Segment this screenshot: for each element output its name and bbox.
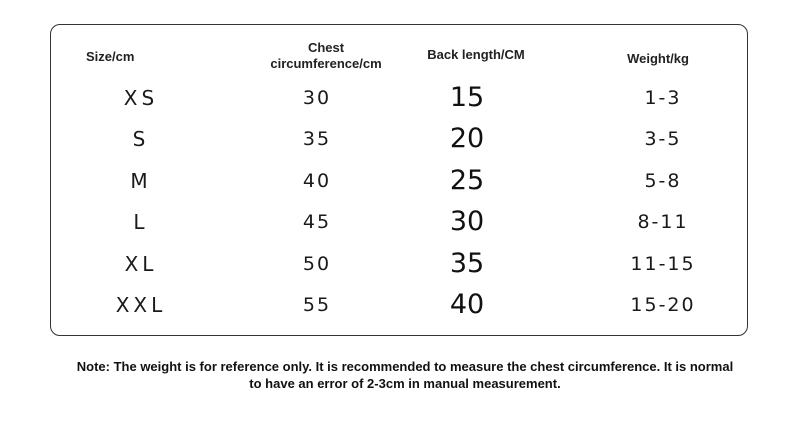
chest-cell: 50: [302, 253, 332, 275]
size-cell: XXL: [115, 293, 167, 317]
chest-cell: 35: [302, 128, 332, 150]
header-chest-line2: circumference/cm: [270, 56, 382, 71]
weight-cell: 15-20: [630, 294, 696, 316]
note-line-2: to have an error of 2-3cm in manual measurement.: [249, 376, 561, 391]
weight-cell: 8-11: [637, 211, 689, 233]
weight-cell: 1-3: [644, 87, 682, 109]
size-cell: M: [130, 169, 152, 193]
table-row: [51, 202, 747, 242]
table-row: [51, 244, 747, 284]
size-cell: S: [132, 127, 150, 151]
table-row: [51, 161, 747, 201]
chest-cell: 30: [302, 87, 332, 109]
table-row: [51, 119, 747, 159]
header-chest-line1: Chest: [307, 40, 345, 55]
weight-cell: 11-15: [630, 253, 696, 275]
measurement-note: [40, 358, 770, 392]
chest-cell: 55: [302, 294, 332, 316]
weight-cell: 5-8: [644, 170, 682, 192]
table-row: [51, 78, 747, 118]
size-cell: XS: [123, 86, 159, 110]
header-back-length: Back length/CM: [427, 47, 525, 62]
size-cell: XL: [124, 252, 158, 276]
note-line-1: Note: The weight is for reference only. It is recommended to measure the chest circumference. It is normal: [76, 359, 734, 374]
table-row: [51, 285, 747, 325]
back-length-cell: 30: [449, 206, 485, 237]
weight-cell: 3-5: [644, 128, 682, 150]
back-length-cell: 40: [449, 289, 485, 320]
back-length-cell: 35: [449, 248, 485, 279]
header-weight: Weight/kg: [627, 51, 689, 66]
header-size: Size/cm: [86, 49, 135, 64]
size-cell: L: [133, 210, 149, 234]
back-length-cell: 15: [449, 82, 485, 113]
back-length-cell: 25: [449, 165, 485, 196]
header-chest: [246, 40, 406, 72]
chest-cell: 45: [302, 211, 332, 233]
back-length-cell: 20: [449, 123, 485, 154]
chest-cell: 40: [302, 170, 332, 192]
size-chart-table: [50, 24, 748, 336]
